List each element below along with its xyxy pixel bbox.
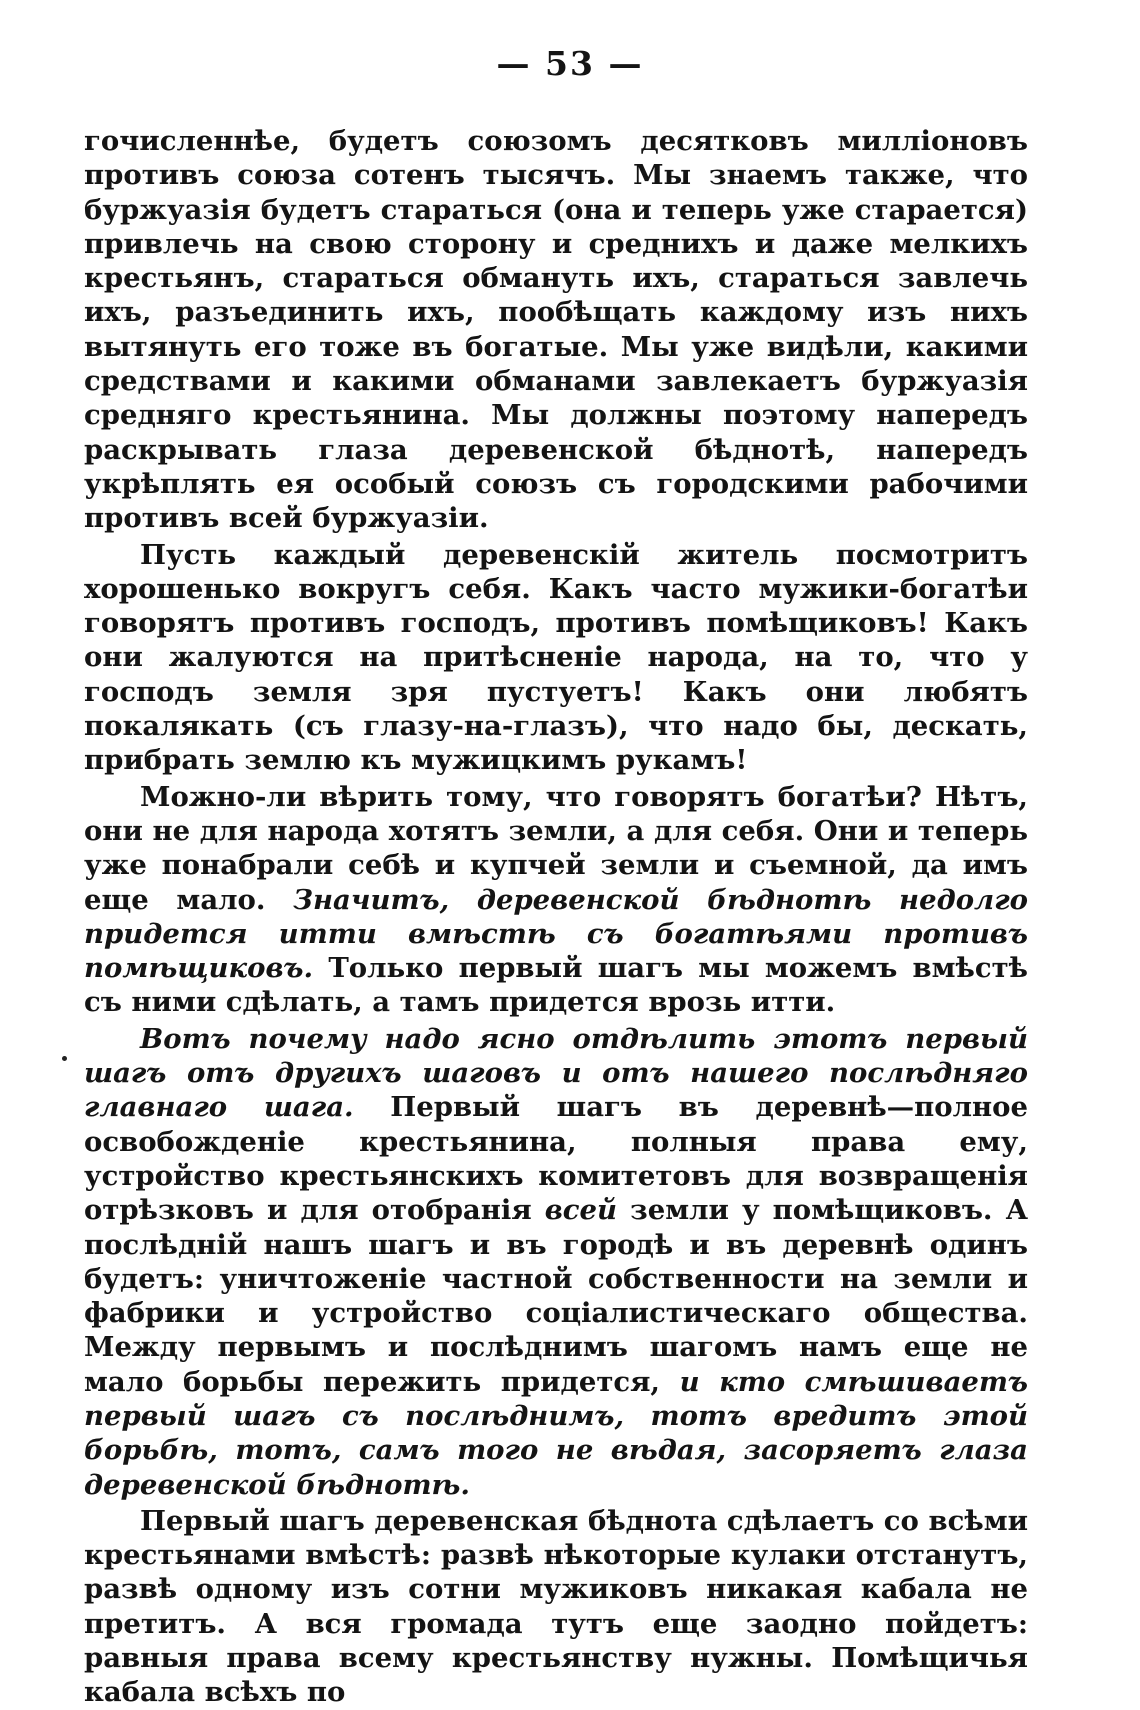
italic-emphasis: и кто смѣшиваетъ первый шагъ съ послѣднимъ, тотъ вредитъ этой борьбѣ, тотъ, самъ того не вѣдая, засоряетъ глаза деревенской бѣднотѣ. [84,1365,1028,1501]
paragraph-1 [84,124,1028,536]
italic-emphasis: Значитъ, деревенской бѣднотѣ недолго придется итти вмѣстѣ съ богатѣями противъ помѣщиковъ. [84,883,1028,985]
text-segment: Можно-ли вѣрить тому, что говорятъ богатѣи? Нѣтъ, они не для народа хотятъ земли, а для себя. Они и теперь уже понабрали себѣ и купчей земли и съемной, да имъ еще мало. [84,780,1028,916]
body-text [84,124,1028,1710]
text-segment: Первый шагъ въ деревнѣ—полное освобожденіе крестьянина, полныя права ему, устройство крестьянскихъ комитетовъ для возвращенія отрѣзковъ и для отобранія [84,1091,1028,1227]
text-segment: гочисленнѣе, будетъ союзомъ десятковъ милліоновъ противъ союза сотенъ тысячъ. Мы знаемъ также, что буржуазія будетъ стараться (она и теперь уже старается) привлечь на свою сторону и среднихъ и даже мелкихъ крестьянъ, стараться обмануть ихъ, стараться завлечь ихъ, разъединить ихъ, пообѣщать каждому изъ нихъ вытянуть его тоже въ богатые. Мы уже видѣли, какими средствами и какими обманами завлекаетъ буржуазія средняго крестьянина. Мы должны поэтому напередъ раскрывать глаза деревенской бѣднотѣ, напередъ укрѣплять ея особый союзъ съ городскими рабочими противъ всей буржуазіи. [84,125,1028,535]
paragraph-5 [84,1504,1028,1710]
print-speck [62,1056,67,1061]
paragraph-2 [84,538,1028,778]
text-segment: Первый шагъ деревенская бѣднота сдѣлаетъ со всѣми крестьянами вмѣстѣ: развѣ нѣкоторые кулаки отстанутъ, развѣ одному изъ сотни мужиковъ никакая кабала не претитъ. А вся громада тутъ еще заодно пойдетъ: равныя права всему крестьянству нужны. Помѣщичья кабала всѣхъ по [84,1504,1028,1709]
paragraph-4 [84,1022,1028,1502]
text-segment: земли у помѣщиковъ. А послѣдній нашъ шагъ и въ городѣ и въ деревнѣ одинъ будетъ: уничтоженіе частной собственности на земли и фабрики и устройство соціалистическаго общества. Между первымъ и послѣднимъ шагомъ намъ еще не мало борьбы пережить придется, [84,1194,1028,1398]
page-number: — 53 — [496,44,644,83]
italic-emphasis: Вотъ почему надо ясно отдѣлить этотъ первый шагъ отъ другихъ шаговъ и отъ нашего послѣдняго главнаго шага. [84,1022,1028,1124]
text-segment: Только первый шагъ мы можемъ вмѣстѣ съ ними сдѣлать, а тамъ придется врозь итти. [84,952,1028,1019]
text-segment: Пусть каждый деревенскій житель посмотритъ хорошенько вокругъ себя. Какъ часто мужики-богатѣи говорятъ противъ господъ, противъ помѣщиковъ! Какъ они жалуются на притѣсненіе народа, на то, что у господъ земля зря пустуетъ! Какъ они любятъ покалякать (съ глазу-на-глазъ), что надо бы, дескать, прибрать землю къ мужицкимъ рукамъ! [84,538,1028,777]
italic-emphasis: всей [544,1194,618,1227]
paragraph-3 [84,780,1028,1020]
